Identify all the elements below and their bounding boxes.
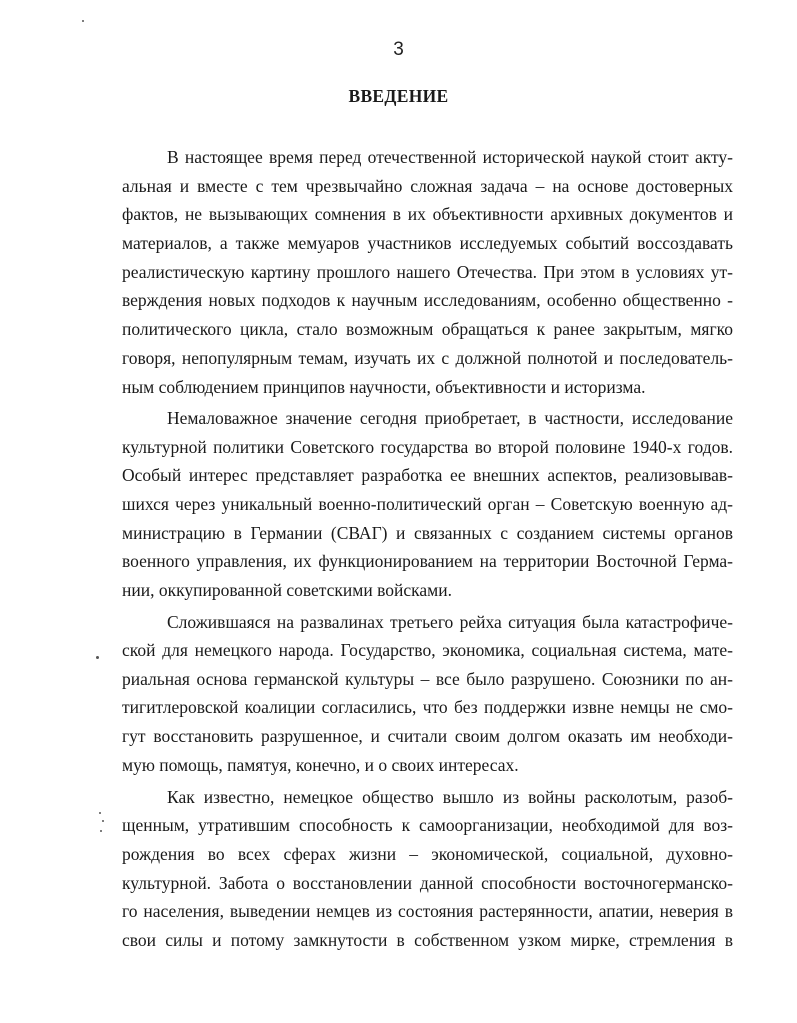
- text-line: культурной. Забота о восстановлении данной способности восточногерманско-: [122, 873, 733, 893]
- text-line: министрацию в Германии (СВАГ) и связанных с созданием системы органов: [122, 523, 733, 543]
- scan-speck: [82, 20, 84, 22]
- scan-speck: [96, 656, 99, 659]
- text-line: тигитлеровской коалиции согласились, что без поддержки извне немцы не смо-: [122, 697, 733, 717]
- text-line: реалистическую картину прошлого нашего Отечества. При этом в условиях ут-: [122, 262, 733, 282]
- text-line: ным соблюдением принципов научности, объективности и историзма.: [122, 377, 646, 397]
- text-line: говоря, непопулярным темам, изучать их с должной полнотой и последователь-: [122, 348, 733, 368]
- text-line: материалов, а также мемуаров участников исследуемых событий воссоздавать: [122, 233, 733, 253]
- text-line: В настоящее время перед отечественной исторической наукой стоит акту-: [167, 147, 733, 167]
- section-title: ВВЕДЕНИЕ: [348, 86, 449, 106]
- text-line: го населения, выведении немцев из состояния растерянности, апатии, неверия в: [122, 901, 733, 921]
- text-line: гут восстановить разрушенное, и считали своим долгом оказать им необходи-: [122, 726, 733, 746]
- text-line: Сложившаяся на развалинах третьего рейха ситуация была катастрофиче-: [167, 612, 733, 632]
- text-line: верждения новых подходов к научным исследованиям, особенно общественно -: [122, 290, 733, 310]
- text-line: альная и вместе с тем чрезвычайно сложная задача – на основе достоверных: [122, 176, 733, 196]
- text-line: фактов, не вызывающих сомнения в их объективности архивных документов и: [122, 204, 733, 224]
- text-line: щенным, утратившим способность к самоорганизации, необходимой для воз-: [122, 815, 733, 835]
- text-line: ской для немецкого народа. Государство, экономика, социальная система, мате-: [122, 640, 733, 660]
- text-line: рождения во всех сферах жизни – экономической, социальной, духовно-: [122, 844, 733, 864]
- text-line: шихся через уникальный военно-политический орган – Советскую военную ад-: [122, 494, 733, 514]
- text-line: нии, оккупированной советскими войсками.: [122, 580, 452, 600]
- text-line: мую помощь, памятуя, конечно, и о своих интересах.: [122, 755, 519, 775]
- scan-speck: [100, 830, 102, 832]
- text-line: культурной политики Советского государства во второй половине 1940-х годов.: [122, 437, 733, 457]
- text-line: Особый интерес представляет разработка ее внешних аспектов, реализовывав-: [122, 465, 733, 485]
- scan-speck: [99, 812, 101, 814]
- text-line: риальная основа германской культуры – все было разрушено. Союзники по ан-: [122, 669, 733, 689]
- text-line: политического цикла, стало возможным обращаться к ранее закрытым, мягко: [122, 319, 733, 339]
- text-line: военного управления, их функционированием на территории Восточной Герма-: [122, 551, 733, 571]
- text-line: свои силы и потому замкнутости в собственном узком мирке, стремления в: [122, 930, 733, 950]
- page-number: 3: [393, 39, 404, 60]
- scan-speck: [102, 820, 104, 822]
- text-line: Как известно, немецкое общество вышло из войны расколотым, разоб-: [167, 787, 733, 807]
- text-line: Немаловажное значение сегодня приобретает, в частности, исследование: [167, 408, 733, 428]
